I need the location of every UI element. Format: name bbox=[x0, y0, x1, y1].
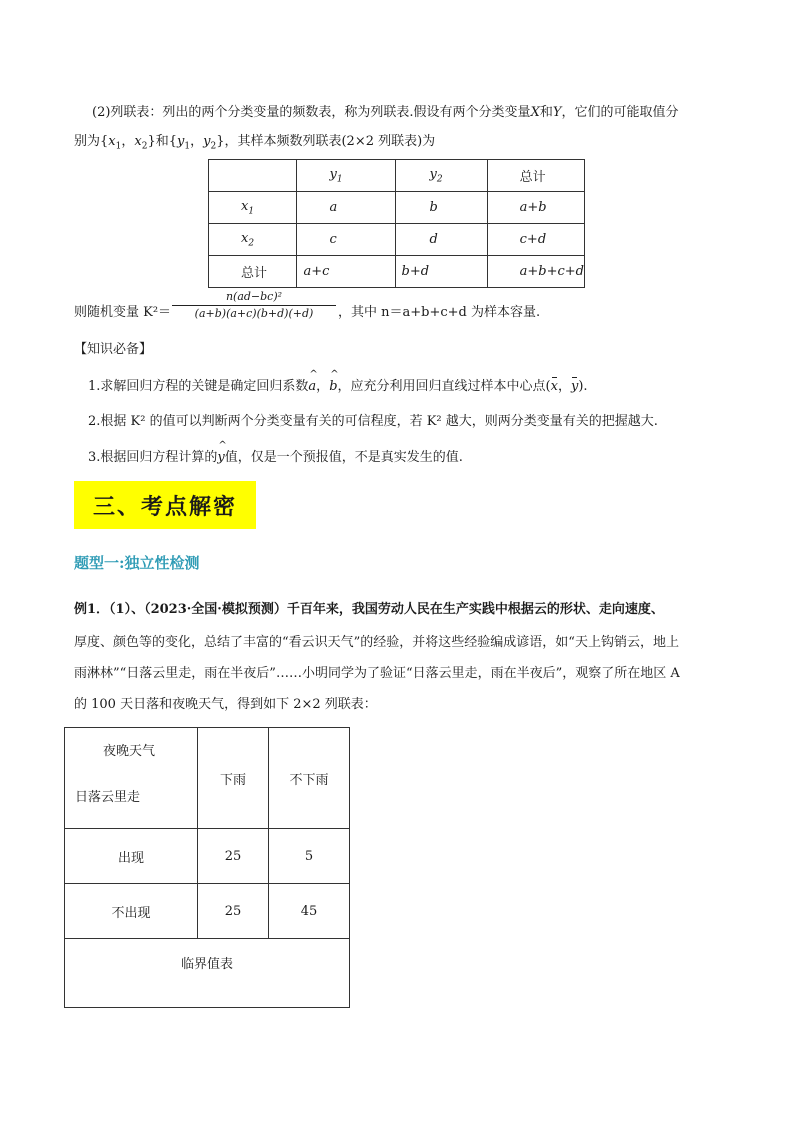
table-cell bbox=[209, 160, 297, 192]
table-cell: a+b+c+d bbox=[487, 256, 584, 288]
table-cell: a+b bbox=[487, 192, 584, 224]
fraction-denominator: (a+b)(a+c)(b+d)(+d) bbox=[194, 307, 314, 320]
table-row bbox=[65, 829, 350, 884]
k-squared-fraction bbox=[172, 290, 336, 321]
table-cell: $x_1$ bbox=[209, 192, 297, 224]
table-row bbox=[209, 224, 585, 256]
example-line-1: 例1．（1）、（2023·全国·模拟预测）千百年来，我国劳动人民在生产实践中根据云的形状、走向速度、 bbox=[74, 602, 664, 617]
example-line-4: 的 100 天日落和夜晚天气，得到如下 2×2 列联表： bbox=[74, 697, 377, 712]
formula-prefix: 则随机变量 K²＝ bbox=[74, 305, 172, 320]
table-cell: 45 bbox=[269, 884, 350, 939]
table-footer-cell: 临界值表 bbox=[65, 939, 350, 1008]
example-line-2: 厚度、颜色等的变化，总结了丰富的“看云识天气”的经验，并将这些经验编成谚语，如“天上钩销云，地上 bbox=[74, 635, 679, 650]
fraction-numerator: n(ad−bc)² bbox=[225, 290, 283, 303]
table-cell: 5 bbox=[269, 829, 350, 884]
table-cell: $y_1$ bbox=[297, 160, 395, 192]
table-cell: c bbox=[297, 224, 395, 256]
section-banner: 三、考点解密 bbox=[74, 481, 256, 529]
table-cell: a+c bbox=[297, 256, 395, 288]
knowledge-item-1: 1.求解回归方程的关键是确定回归系数^ a，^ b，应充分利用回归直线过样本中心点(x，y). bbox=[88, 375, 588, 394]
contingency-table-general bbox=[208, 159, 585, 288]
corner-bottom-label: 日落云里走 bbox=[75, 790, 141, 805]
table-cell: 25 bbox=[198, 829, 269, 884]
table-cell: 出现 bbox=[65, 829, 198, 884]
table-row bbox=[209, 160, 585, 192]
table-header-cell: 不下雨 bbox=[269, 728, 350, 829]
intro-line-2: 别为{$x_1$，$x_2$}和{$y_1$，$y_2$}，其样本频数列联表(2×2 列联表)为 bbox=[74, 134, 436, 152]
table-cell: d bbox=[395, 224, 487, 256]
table-cell: 总计 bbox=[487, 160, 584, 192]
table-cell: c+d bbox=[487, 224, 584, 256]
knowledge-title: 【知识必备】 bbox=[74, 342, 153, 357]
table-cell: 25 bbox=[198, 884, 269, 939]
table-cell: b+d bbox=[395, 256, 487, 288]
table-cell: $y_2$ bbox=[395, 160, 487, 192]
table-row bbox=[209, 256, 585, 288]
table-cell: 不出现 bbox=[65, 884, 198, 939]
question-type-title: 题型一:独立性检测 bbox=[74, 554, 200, 572]
fraction-bar bbox=[172, 305, 336, 306]
table-cell: a bbox=[297, 192, 395, 224]
table-row bbox=[65, 939, 350, 1008]
corner-top-label: 夜晚天气 bbox=[103, 744, 156, 759]
table-header-cell: 下雨 bbox=[198, 728, 269, 829]
example-line-3: 雨淋林”“日落云里走，雨在半夜后”……小明同学为了验证“日落云里走，雨在半夜后”，观察了所在地区 A bbox=[74, 666, 680, 681]
knowledge-item-3: 3.根据回归方程计算的^ y值，仅是一个预报值，不是真实发生的值. bbox=[88, 446, 463, 465]
table-row bbox=[209, 192, 585, 224]
table-row bbox=[65, 884, 350, 939]
weather-contingency-table bbox=[64, 727, 350, 1008]
formula-suffix: ，其中 n＝a+b+c+d 为样本容量. bbox=[338, 305, 541, 320]
table-cell: 总计 bbox=[209, 256, 297, 288]
knowledge-item-2: 2.根据 K² 的值可以判断两个分类变量有关的可信程度，若 K² 越大，则两分类变量有关的把握越大. bbox=[88, 414, 658, 429]
intro-line-1: (2)列联表：列出的两个分类变量的频数表，称为列联表.假设有两个分类变量X和Y，它们的可能取值分 bbox=[92, 105, 679, 120]
table-corner-cell bbox=[65, 728, 198, 829]
table-row bbox=[65, 728, 350, 829]
table-cell: $x_2$ bbox=[209, 224, 297, 256]
table-cell: b bbox=[395, 192, 487, 224]
